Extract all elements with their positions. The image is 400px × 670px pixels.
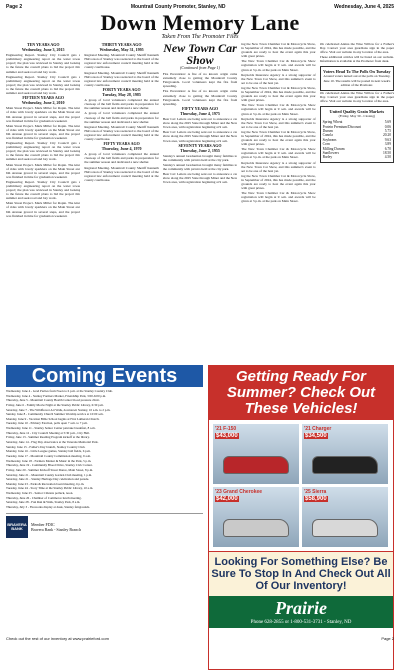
grain-value: 0.06 <box>384 124 392 129</box>
vehicle-image <box>223 519 289 537</box>
dealer-contact: Phone 628-2855 or 1-800-531-3731 - Stanley, ND <box>250 620 352 625</box>
voters-box <box>320 66 394 90</box>
vehicle-image <box>312 456 378 474</box>
article-text: Reynolds Insurance Agency is a strong supporter of the New Town Car Show, and this summer's event is set to be one of the best yet. <box>241 160 316 173</box>
vehicle-label: '21 Charger <box>304 426 332 432</box>
article-text: Main Street Project. Mark Miller for Ropin. The kind of rides with lovely sparklers on the Main Street and 6th Avenue graced in several steps, and the project was finished in time for graduation weekend. <box>6 123 81 140</box>
event-item: Wednesday, June 25 - Senior Citizens potluck, noon. <box>6 491 74 496</box>
grain-name: Corn <box>322 142 330 147</box>
vehicle-card <box>213 424 299 484</box>
article-text: Main Street Project. Mark Miller for Ropin. The kind of rides with lovely sparklers on the Main Street and 6th Avenue graced in several steps, and the project was finished in time for graduation weekend. <box>6 106 81 123</box>
article-text: Regional Meeting. Mountrail County Sheriff Kenneth Halvorson of Stanley was reelected to the board of the regional law enforcement council meeting held at the county courthouse. <box>84 70 159 87</box>
article-text: Reynolds Insurance Agency is a strong supporter of the New Town Car Show, and this summer's event is set to be one of the best yet. <box>241 116 316 129</box>
event-item: Wednesday, June 4 - Stanley Farmers Market, Friendship Park, 3:00-6:00 p.m. <box>6 393 107 398</box>
vehicle-image <box>223 456 289 474</box>
grain-markets-box <box>320 106 394 163</box>
article-text: Regional Meeting. Mountrail County Sheriff Kenneth Halvorson of Stanley was reelected to the board of the regional law enforcement council meeting held at the county courthouse. <box>84 124 159 141</box>
event-item: Thursday, June 5 - Mountrail County Health Center blood pressure clinic. <box>6 398 100 403</box>
article-text: Bear Cat: Letters are being sent out to announce a car show along the 2025 State through Minot and the New Town area, with registration beginning at 9 a.m. <box>162 130 238 143</box>
article-text: Stanley's annual Graduation brought many families to the community with picnics held at the city park. <box>162 153 238 162</box>
grain-table <box>323 120 391 160</box>
article-text: Regional Meeting. Mountrail County Sheriff Kenneth Halvorson of Stanley was reelected to the board of the regional law enforcement council meeting held at the county courthouse. <box>84 53 159 70</box>
section-date: Wednesday, May 31, 1995 <box>99 47 144 53</box>
article-text: ing the New Town Chamber Car & Motorcycle Show, in September of 2024, this has made possible, and the grounds are ready to host the event again this year with great prizes. <box>241 173 316 191</box>
article-text: We celebrated Alaina the Wise Willow for a Father's Day. Contact your area guardians sign in the paper office. Visit our website in any location of the area. <box>319 42 395 55</box>
grain-name: Protein Premium/Discount <box>322 124 362 129</box>
down-memory-lane-title: Down Memory Lane <box>100 10 300 35</box>
vehicle-label: '25 Sierra <box>304 489 327 495</box>
article-text: A group of local volunteers completed the annual clean-up of the ball fields and parks in preparation for the summer season and dedicated a new shelter. <box>84 111 159 124</box>
grain-value: 20.20 <box>382 133 392 138</box>
section-date: Tuesday, May 28, 1985 <box>102 92 141 98</box>
article-text: These additional articles will be listed on our website. Information is available at the Promoter front desk. <box>319 55 395 64</box>
section-heading: TEN YEARS AGO <box>26 42 60 47</box>
article-text: ing the New Town Chamber Car & Motorcycle Show, in September of 2024, this has made possible, and the grounds are ready to host the event again this year with great prizes. <box>241 85 316 103</box>
article-text: Regional Meeting. Mountrail County Sheriff Kenneth Halvorson of Stanley was reelected to the board of the regional law enforcement council meeting held at the county courthouse. <box>84 165 159 182</box>
down-memory-lane-subtitle: Taken From The Promoter Files <box>161 34 239 40</box>
prairie-vehicle-ad <box>208 365 394 670</box>
event-item: Monday, June 23 - Parks & Recreation board meeting, 6 p.m. <box>6 481 85 486</box>
section-heading: FORTY YEARS AGO <box>102 86 141 92</box>
voters-text: Around voters turned out at the polls on Tuesday, June 10. The results will be posted in next week's edition of the Promoter. <box>323 74 391 87</box>
event-item: Saturday, June 7 - The Wildflower Art Walk, downtown Stanley, 10 a.m. to 2 p.m. <box>6 407 111 412</box>
ad-tagline: Looking For Something Else? Be Sure To Stop In And Check Out All Of Our Inventory! <box>209 551 393 596</box>
article-text: Fire Prevention: A fire of no known origin came extremely close to getting the Mountrail County Fairgrounds. Local volunteers kept the fire from spreading. <box>162 89 238 106</box>
vehicle-grid <box>209 420 393 551</box>
car-show-subtitle: (Continued from Page 1) <box>180 65 220 70</box>
footer-left: Check out the rest of our inventory at www.prairieford.com <box>6 636 109 641</box>
event-item: Monday, June 9 - Vacation Bible School begins at First Lutheran Church. <box>6 416 100 421</box>
section-heading: FIFTY YEARS AGO <box>181 105 219 111</box>
section-date: Wednesday, June 3, 2015 <box>21 47 65 53</box>
bravera-line-1: Member FDIC <box>31 522 55 528</box>
event-item: Thursday, June 12 - City Council Meeting at 5:30 p.m., City Hall. <box>6 430 90 435</box>
article-text: The New Town Chamber Car & Motorcycle Show registration will begin at 9 a.m. and awards will be given at 3 p.m. at the park on Main Street. <box>241 103 316 116</box>
event-item: Saturday, June 21 - Mountrail County Garden Club meeting, 1 p.m. <box>6 472 93 477</box>
vehicle-price: $58,900 <box>305 496 327 502</box>
grain-name: Sunflowers <box>322 150 339 155</box>
grain-value: 3.89 <box>384 142 392 147</box>
event-item: Wednesday, June 18 - Farmers Market & Music in the Park, 5 p.m. <box>6 458 92 463</box>
column-3 <box>163 42 237 360</box>
page-footer <box>6 636 394 641</box>
issue-date: Wednesday, June 4, 2025 <box>334 4 394 10</box>
grain-name: Soybeans <box>322 137 337 142</box>
vehicle-card <box>302 424 388 484</box>
event-item: Sunday, June 15 - Father's Day brunch, Stanley Country Club. <box>6 444 86 449</box>
article-text: Main Street Project. Mark Miller for Ropin. The kind of rides with lovely sparklers on the Main Street and 6th Avenue graced in several steps, and the project was finished in time for graduation weekend. <box>6 201 81 218</box>
event-item: Friday, June 20 - Summer Kickoff Street Dance, Main Street, 8 p.m. <box>6 467 94 472</box>
grain-name: Spring Wheat <box>322 120 343 125</box>
section-date: Thursday, June 2, 1955 <box>180 147 220 153</box>
vehicle-label: '23 Grand Cherokee <box>215 489 263 495</box>
paper-name: Mountrail County Promoter, Stanley, ND <box>130 4 226 10</box>
grain-name: Barley <box>322 155 333 160</box>
event-item: Thursday, June 26 - Chamber of Commerce lunch meeting. <box>6 495 82 500</box>
grain-markets-title: United Quality Grain Markets <box>329 109 385 115</box>
section-heading: FIFTY YEARS AGO <box>103 141 140 147</box>
article-text: ing the New Town Chamber Car & Motorcycle Show, in September of 2024, this has made possible, and the grounds are ready to host the event again this year with great prizes. <box>241 129 316 147</box>
event-item: Thursday, June 19 - Community Blood Drive, Stanley Civic Center. <box>6 463 93 468</box>
page-number: Page 2 <box>6 4 23 10</box>
column-1 <box>6 42 80 360</box>
article-text: Engineering Report. Stanley City Council gets a preliminary engineering report on the water tower project; the plan was reviewed in Stanley and looking to the future the council plans to bid the project this summer and seek road and bay work. <box>6 53 81 74</box>
vehicle-price: $42,000 <box>216 496 238 502</box>
event-item: Thursday, July 3 - Fireworks display at dusk, Stanley fairgrounds. <box>6 505 91 510</box>
article-text: Engineering Report. Stanley City Council gets a preliminary engineering report on the water tower project; the plan was reviewed in Stanley and looking to the future the council plans to bid the project this summer and seek road and bay work. <box>6 141 81 162</box>
event-item: Tuesday, June 17 - Mountrail County Commission meeting, 9 a.m. <box>6 453 91 458</box>
event-item: Wednesday, June 4 - Grad Parties from Noon to 6 p.m. at the Stanley Country Club. <box>6 389 113 393</box>
event-item: Wednesday, June 11 - Stanley Senior Center pancake breakfast, 8 a.m. <box>6 426 96 431</box>
grain-value: 6.70 <box>384 146 392 151</box>
event-item: Sunday, June 8 - Community Church Summer Worship service at 10:00 a.m. <box>6 412 104 417</box>
article-text: ing the New Town Chamber Car & Motorcycle Show, in September of 2024, this has made possible, and the grounds are ready to host the event again this year with great prizes. <box>241 42 316 59</box>
vehicle-price: $43,000 <box>216 433 238 439</box>
grain-name: Canola <box>322 133 333 138</box>
article-text: Bear Cat: Letters are being sent out to announce a car show along the 2025 State through Minot and the New Town area, with registration beginning at 9 a.m. <box>162 172 238 185</box>
footer-right: Page 2 <box>381 636 394 641</box>
bravera-ad <box>6 513 203 538</box>
section-heading: THIRTY YEARS AGO <box>101 42 142 47</box>
column-4 <box>241 42 315 360</box>
article-columns <box>6 42 394 360</box>
event-item: Monday, June 16 - Little League games, Stanley ball fields, 6 p.m. <box>6 449 91 454</box>
bravera-line-2: Bravera Bank - Stanley Branch <box>31 527 81 533</box>
event-item: Saturday, June 28 - Fun Run & Walk, Stanley Park, 8 a.m. <box>6 500 81 505</box>
article-text: The New Town Chamber Car & Motorcycle Show registration will begin at 9 a.m. and awards will be given at 3 p.m. at the park on Main Street. <box>241 59 316 72</box>
coming-events-list <box>6 387 203 509</box>
bravera-text <box>31 522 81 532</box>
column-2 <box>84 42 158 360</box>
section-heading: SEVENTY YEARS AGO <box>178 142 222 148</box>
vehicle-label: '21 F-150 <box>215 426 237 432</box>
article-text: We celebrated Alaina the Wise Willow for a Father's Day. Contact your area guardians sign in the paper office. Visit our website in any location of the area. <box>319 90 395 103</box>
article-text: Engineering Report. Stanley City Council gets a preliminary engineering report on the water tower project; the plan was reviewed in Stanley and looking to the future the council plans to bid the project this summer and seek road and bay work. <box>6 179 81 201</box>
section-heading: FIFTEEN YEARS AGO <box>22 95 65 101</box>
vehicle-card <box>302 487 388 547</box>
grain-value: 18.50 <box>382 150 392 155</box>
article-text: The New Town Chamber Car & Motorcycle Show registration will begin at 9 a.m. and awards will be given at 3 p.m. at the park on Main Street. <box>241 191 316 204</box>
ad-headline: Getting Ready For Summer? Check Out These Vehicles! <box>209 366 393 420</box>
article-text: Main Street Project. Mark Miller for Ropin. The kind of rides with lovely sparklers on the Main Street and 6th Avenue graced in several steps, and the project was finished in time for graduation weekend. <box>6 162 81 179</box>
section-date: Thursday, June 4, 1970 <box>101 146 142 152</box>
article-text: The New Town Chamber Car & Motorcycle Show registration will begin at 9 a.m. and awards will be given at 3 p.m. at the park on Main Street. <box>241 147 316 160</box>
section-date: Wednesday, June 2, 2010 <box>21 100 65 106</box>
dealer-banner <box>209 596 393 628</box>
vehicle-image <box>312 519 378 537</box>
article-text: Bear Cat: Letters are being sent out to announce a car show along the 2025 State through Minot and the New Town area, with registration beginning at 9 a.m. <box>162 117 238 130</box>
article-text: Stanley's annual Graduation brought many families to the community with picnics held at the city park. <box>162 162 238 172</box>
grain-markets-subtitle: (Friday, May 30 - Closing) <box>338 114 376 119</box>
dealer-name: Prairie <box>275 598 327 618</box>
vehicle-price: $34,500 <box>305 433 327 439</box>
event-item: Tuesday, June 24 - Story Time at the Stanley Public Library, 10 a.m. <box>6 486 94 491</box>
bottom-section <box>6 365 394 670</box>
grain-value: 4.50 <box>384 155 392 160</box>
section-date: Thursday, June 4, 1975 <box>180 110 220 116</box>
coming-events-title: Coming Events <box>6 365 203 387</box>
event-item: Saturday, June 21 - Stanley Heritage Day celebration and parade. <box>6 477 90 482</box>
grain-name: Milling Durum <box>322 146 345 151</box>
article-text: Engineering Report. Stanley City Council gets a preliminary engineering report on the water tower project; the plan was reviewed in Stanley and looking to the future the council plans to bid the project this summer and seek road and bay work. <box>6 74 81 96</box>
grain-row <box>323 155 391 159</box>
grain-value: 9.63 <box>384 137 392 142</box>
article-text: Reynolds Insurance Agency is a strong supporter of the New Town Car Show, and this summer's event is set to be one of the best yet. <box>241 72 316 85</box>
vehicle-card <box>213 487 299 547</box>
column-5 <box>320 42 394 360</box>
voters-title: Voters Head To The Polls On Tuesday <box>323 69 391 75</box>
grain-name: Durum <box>322 128 333 133</box>
article-text: Fire Prevention: A fire of no known origin came extremely close to getting the Mountrail County Fairgrounds. Local volunteers kept the fire from spreading. <box>162 72 238 89</box>
coming-events-section <box>6 365 203 670</box>
bravera-logo: BRAVERA BANK <box>6 516 28 538</box>
article-text: A group of local volunteers completed the annual clean-up of the ball fields and parks in preparation for the summer season and dedicated a new shelter. <box>84 152 159 165</box>
article-text: A group of local volunteers completed the annual clean-up of the ball fields and parks in preparation for the summer season and dedicated a new shelter. <box>84 98 159 111</box>
grain-value: 5.75 <box>384 128 392 133</box>
event-item: Friday, June 13 - Summer Reading Program kickoff at the library. <box>6 435 90 440</box>
event-item: Saturday, June 14 - Flag Day observance at the Veterans Memorial Park. <box>6 440 99 445</box>
car-show-title: New Town Car Show <box>163 42 237 67</box>
event-item: Friday, June 6 - Family Movie Night at the Stanley Public Library, 6:30 p.m. <box>6 402 104 407</box>
grain-value: 5.69 <box>384 120 392 125</box>
event-item: Tuesday, June 10 - Primary Election, polls open 7 a.m. to 7 p.m. <box>6 421 88 426</box>
